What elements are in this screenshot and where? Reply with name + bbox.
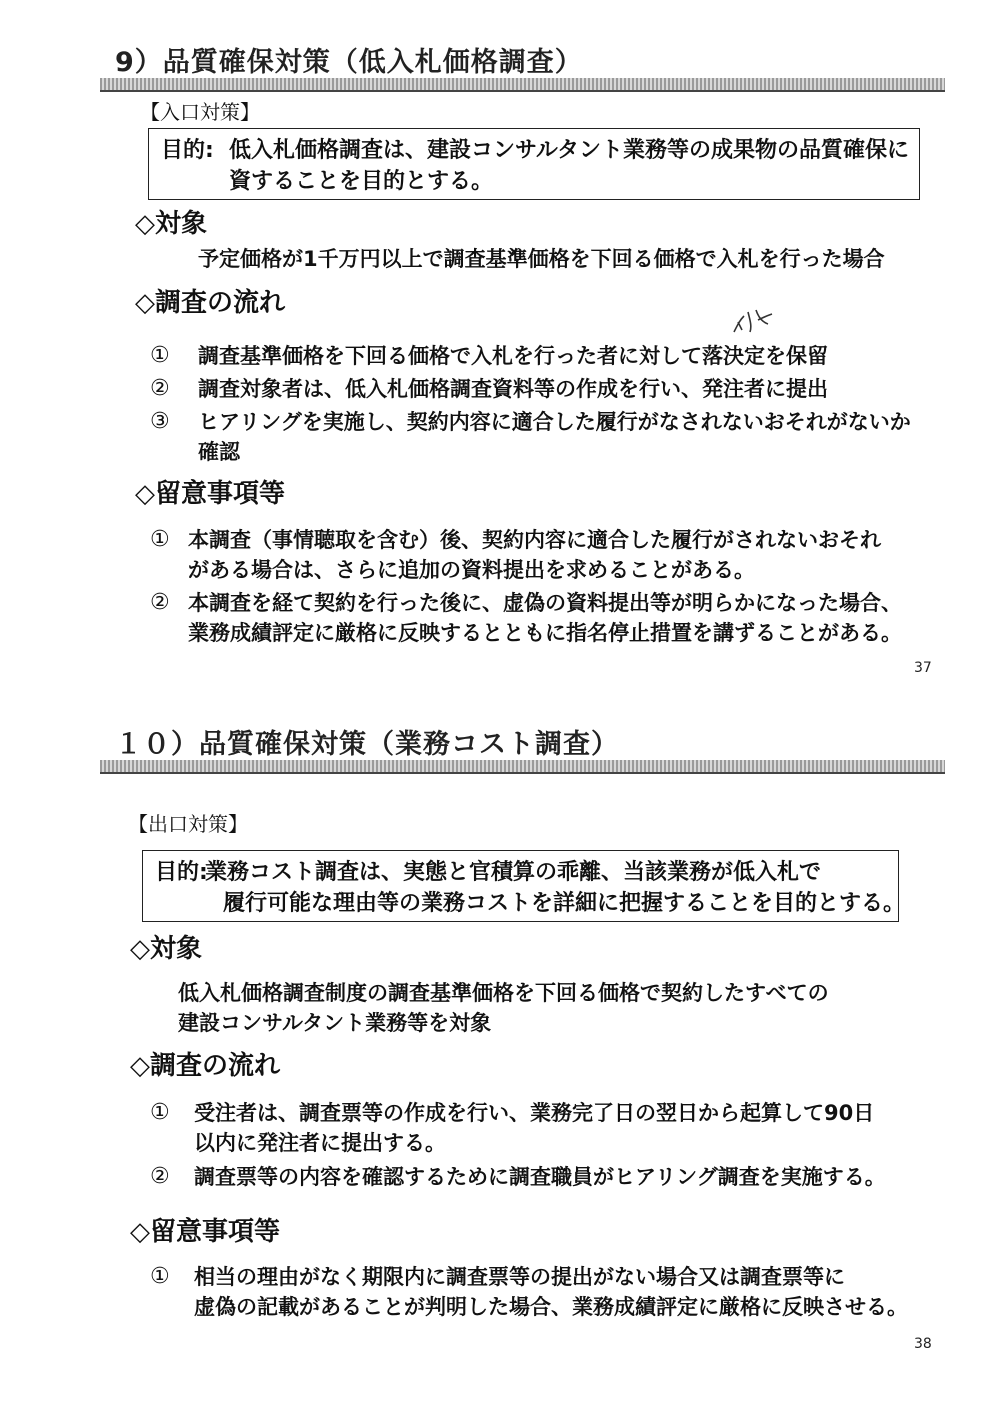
- target-heading: ◇対象: [130, 934, 202, 964]
- notes-item: [150, 525, 930, 585]
- purpose-label: 目的:: [155, 860, 208, 885]
- item-line: 本調査を経て契約を行った後に、虚偽の資料提出等が明らかになった場合、: [188, 591, 902, 615]
- purpose-line: 低入札価格調査は、建設コンサルタント業務等の成果物の品質確保に: [229, 138, 910, 163]
- target-line: 低入札価格調査制度の調査基準価格を下回る価格で契約したすべての: [178, 981, 829, 1005]
- flow-item: [150, 1098, 930, 1158]
- flow-heading: ◇調査の流れ: [130, 1051, 280, 1081]
- page-number: 38: [914, 1336, 932, 1352]
- item-line: 相当の理由がなく期限内に調査票等の提出がない場合又は調査票等に: [194, 1265, 845, 1289]
- page-title: 9）品質確保対策（低入札価格調査）: [115, 47, 583, 78]
- slide-page-37: [0, 0, 993, 690]
- handwritten-correction-mark: [728, 302, 778, 342]
- purpose-line: 業務コスト調査は、実態と官積算の乖離、当該業務が低入札で: [205, 860, 822, 885]
- item-line: 虚偽の記載があることが判明した場合、業務成績評定に厳格に反映させる。: [194, 1295, 908, 1319]
- page-number: 37: [914, 660, 932, 676]
- item-number: ①: [150, 1100, 170, 1125]
- item-line: 確認: [198, 440, 240, 464]
- item-line: 以内に発注者に提出する。: [194, 1131, 446, 1155]
- item-number: ②: [150, 1164, 170, 1189]
- section-tag: 【出口対策】: [128, 812, 248, 836]
- target-heading: ◇対象: [135, 209, 207, 239]
- notes-heading: ◇留意事項等: [130, 1217, 280, 1247]
- notes-item: [150, 1262, 950, 1322]
- title-underline: [100, 78, 945, 92]
- item-number: ③: [150, 409, 170, 434]
- item-number: ①: [150, 343, 170, 368]
- item-number: ②: [150, 376, 170, 401]
- item-line: 調査対象者は、低入札価格調査資料等の作成を行い、発注者に提出: [198, 377, 828, 401]
- page-title: １０）品質確保対策（業務コスト調査）: [115, 729, 619, 760]
- target-text: 予定価格が1千万円以上で調査基準価格を下回る価格で入札を行った場合: [198, 247, 885, 271]
- purpose-box: [148, 128, 920, 200]
- item-line: 受注者は、調査票等の作成を行い、業務完了日の翌日から起算して90日: [194, 1101, 875, 1125]
- flow-heading: ◇調査の流れ: [135, 288, 285, 318]
- item-line: がある場合は、さらに追加の資料提出を求めることがある。: [188, 558, 755, 582]
- purpose-line: 資することを目的とする。: [229, 169, 494, 194]
- slide-page-38: [0, 700, 993, 1404]
- notes-heading: ◇留意事項等: [135, 479, 285, 509]
- target-text: [178, 978, 829, 1038]
- flow-item: [150, 341, 910, 371]
- notes-item: [150, 588, 950, 648]
- item-number: ①: [150, 527, 170, 552]
- title-underline: [100, 760, 945, 774]
- item-line: ヒアリングを実施し、契約内容に適合した履行がなされないおそれがないか: [198, 410, 911, 434]
- item-line: 本調査（事情聴取を含む）後、契約内容に適合した履行がされないおそれ: [188, 528, 881, 552]
- item-line: 調査基準価格を下回る価格で入札を行った者に対して落決定を保留: [198, 344, 828, 368]
- purpose-label: 目的:: [161, 138, 214, 163]
- item-number: ①: [150, 1264, 170, 1289]
- item-line: 業務成績評定に厳格に反映するとともに指名停止措置を講ずることがある。: [188, 621, 902, 645]
- flow-item: [150, 1162, 940, 1192]
- flow-item: [150, 407, 930, 467]
- section-tag: 【入口対策】: [140, 100, 260, 124]
- item-number: ②: [150, 590, 170, 615]
- purpose-line: 履行可能な理由等の業務コストを詳細に把握することを目的とする。: [223, 891, 906, 916]
- target-line: 建設コンサルタント業務等を対象: [178, 1011, 492, 1035]
- item-line: 調査票等の内容を確認するために調査職員がヒアリング調査を実施する。: [194, 1165, 886, 1189]
- flow-item: [150, 374, 910, 404]
- purpose-box: [142, 850, 906, 922]
